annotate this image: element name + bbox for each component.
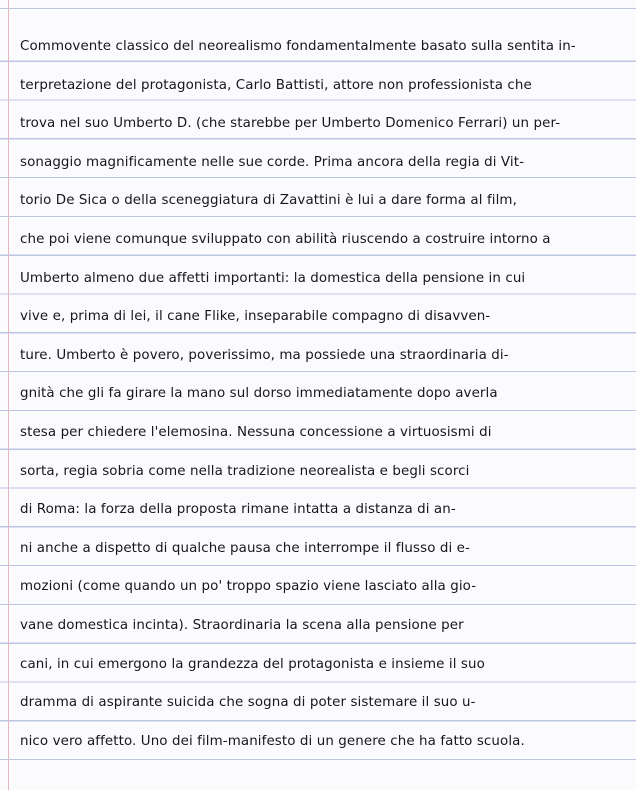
text-line-4: sonaggio magnificamente nelle sue corde. Prima ancora della regia di Vit- xyxy=(20,153,525,170)
text-line-8: vive e, prima di lei, il cane Flike, inseparabile compagno di disavven- xyxy=(20,308,491,325)
text-line-2: terpretazione del protagonista, Carlo Battisti, attore non professionista che xyxy=(20,76,532,93)
text-line-12: sorta, regia sobria come nella tradizione neorealista e begli scorci xyxy=(20,462,470,479)
text-line-15: mozioni (come quando un po' troppo spazio viene lasciato alla gio- xyxy=(20,578,477,595)
text-line-14: ni anche a dispetto di qualche pausa che interrompe il flusso di e- xyxy=(20,539,470,556)
text-line-10: gnità che gli fa girare la mano sul dorso immediatamente dopo averla xyxy=(20,385,498,402)
text-line-9: ture. Umberto è povero, poverissimo, ma possiede una straordinaria di- xyxy=(20,346,509,363)
text-line-6: che poi viene comunque sviluppato con abilità riuscendo a costruire intorno a xyxy=(20,230,551,247)
text-line-16: vane domestica incinta). Straordinaria la scena alla pensione per xyxy=(20,616,464,633)
text-line-1: Commovente classico del neorealismo fondamentalmente basato sulla sentita in- xyxy=(20,38,576,54)
text-line-13: di Roma: la forza della proposta rimane intatta a distanza di an- xyxy=(20,501,456,518)
text-line-5: torio De Sica o della sceneggiatura di Zavattini è lui a dare forma al film, xyxy=(20,192,517,209)
text-line-7: Umberto almeno due affetti importanti: la domestica della pensione in cui xyxy=(20,269,526,286)
margin-rule xyxy=(8,0,9,790)
text-line-19: nico vero affetto. Uno dei film-manifesto di un genere che ha fatto scuola. xyxy=(20,732,525,749)
handwritten-text xyxy=(20,27,632,760)
text-line-17: cani, in cui emergono la grandezza del protagonista e insieme il suo xyxy=(20,655,485,672)
text-line-18: dramma di aspirante suicida che sogna di poter sistemare il suo u- xyxy=(20,694,476,711)
text-line-3: trova nel suo Umberto D. (che starebbe per Umberto Domenico Ferrari) un per- xyxy=(20,115,561,132)
text-line-11: stesa per chiedere l'elemosina. Nessuna concessione a virtuosismi di xyxy=(20,423,492,440)
